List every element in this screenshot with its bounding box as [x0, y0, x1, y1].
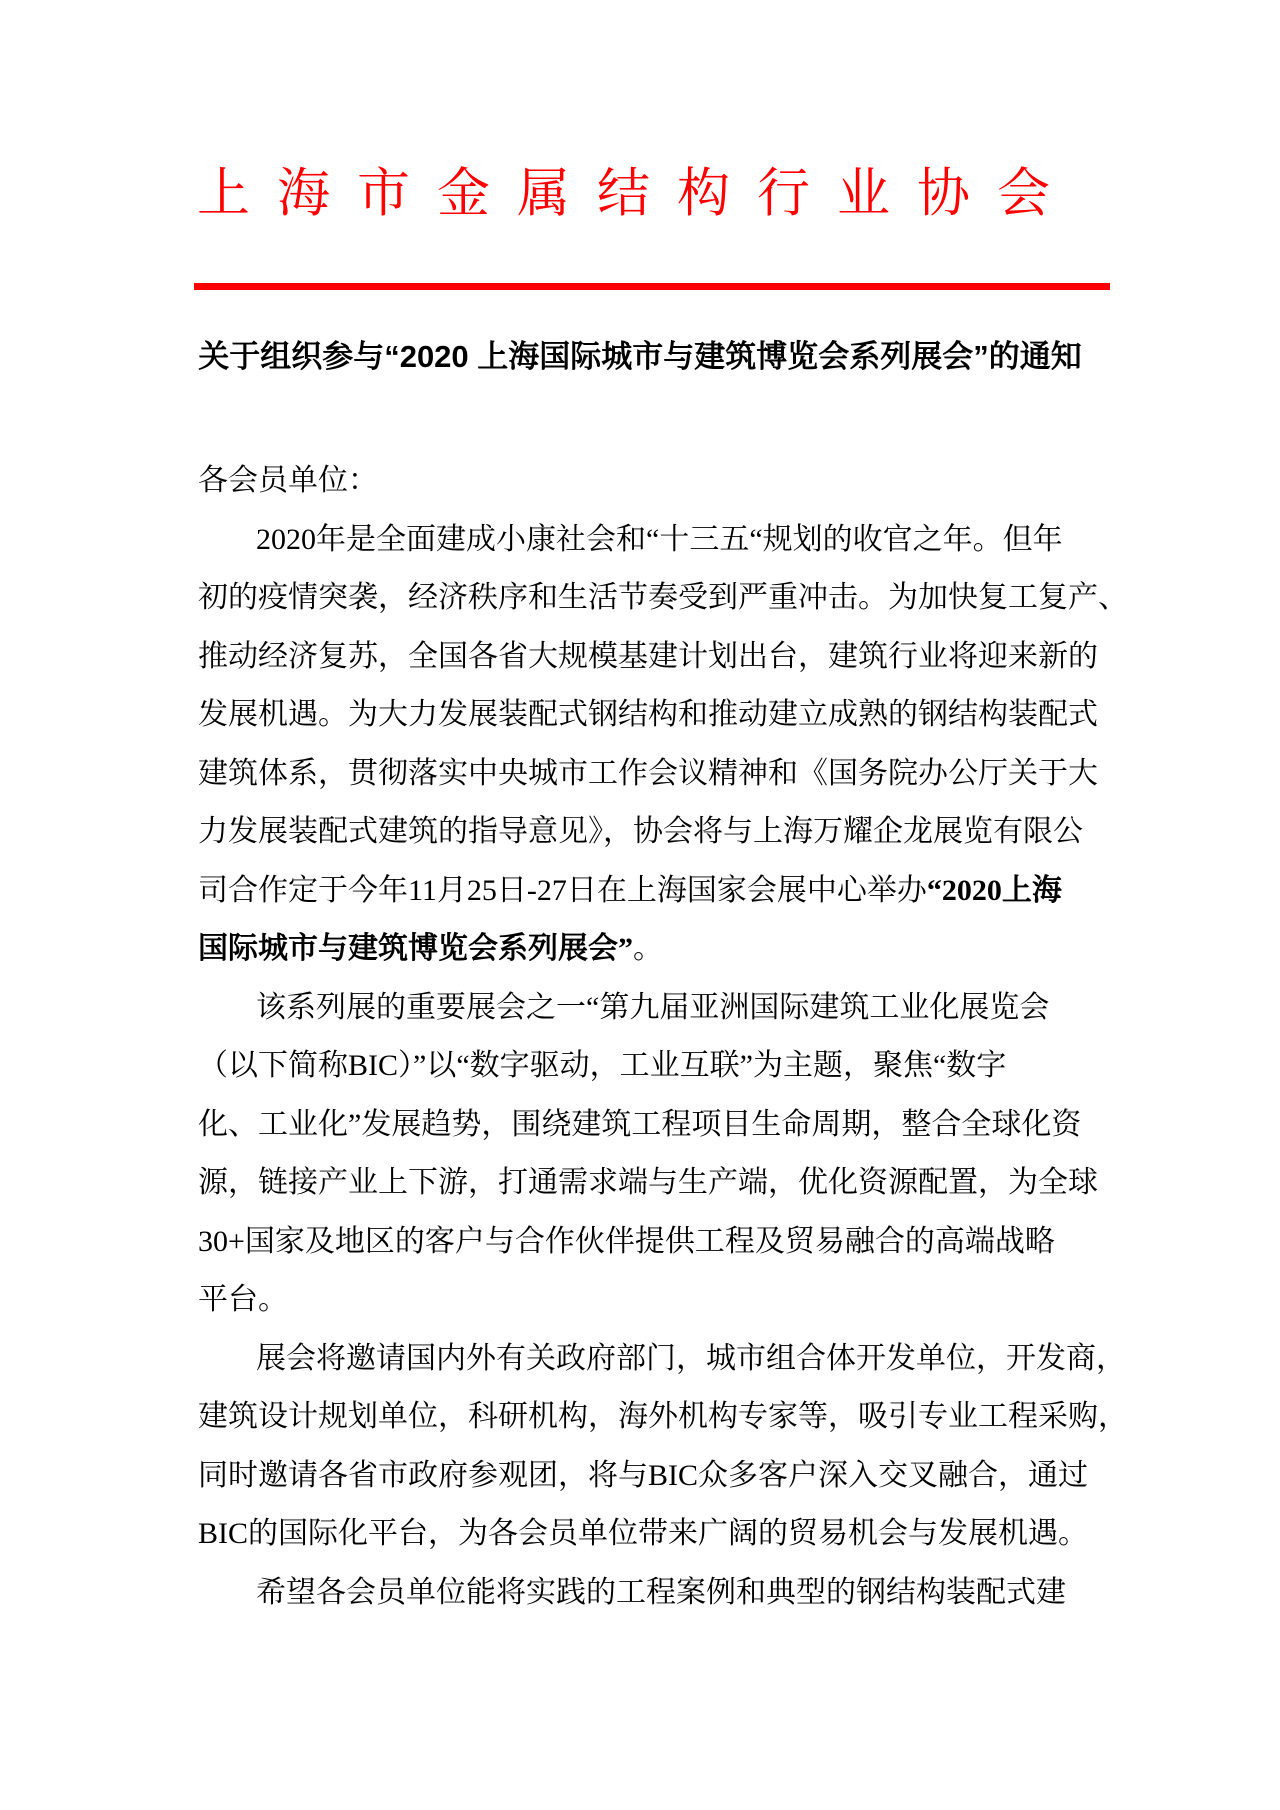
body-line: 力发展装配式建筑的指导意见》，协会将与上海万耀企龙展览有限公: [198, 815, 1083, 848]
body-line: 推动经济复苏，全国各省大规模基建计划出台，建筑行业将迎来新的: [198, 639, 1098, 673]
body-line: （以下简称BIC）”以“数字驱动，工业互联”为主题，聚焦“数字: [198, 1049, 1007, 1082]
salutation: 各会员单位：: [198, 464, 378, 497]
body-line: 平台。: [198, 1283, 288, 1316]
body-line: 建筑体系，贯彻落实中央城市工作会议精神和《国务院办公厅关于大: [198, 756, 1098, 790]
body-line: 建筑设计规划单位，科研机构，海外机构专家等，吸引专业工程采购，: [198, 1400, 1128, 1433]
body-line-bold-text: “2020上海: [926, 873, 1062, 907]
body-line: 该系列展的重要展会之一“第九届亚洲国际建筑工业化展览会: [256, 990, 1050, 1024]
body-line-bold-text: 国际城市与建筑博览会系列展会”: [198, 932, 633, 965]
body-line: [198, 862, 1113, 921]
body-line: 化、工业化”发展趋势，围绕建筑工程项目生命周期，整合全球化资: [198, 1107, 1082, 1141]
body-line-text: 司合作定于今年11月25日-27日在上海国家会展中心举办: [198, 873, 927, 907]
body-line-text: 。: [633, 932, 663, 965]
body-line: 初的疫情突袭，经济秩序和生活节奏受到严重冲击。为加快复工复产、: [198, 581, 1128, 614]
notice-body: [198, 452, 1128, 1622]
body-line: 2020年是全面建成小康社会和“十三五“规划的收官之年。但年: [256, 522, 1063, 556]
body-line: 展会将邀请国内外有关政府部门，城市组合体开发单位，开发商，: [256, 1341, 1126, 1375]
body-line: [198, 920, 1113, 979]
body-line: 希望各会员单位能将实践的工程案例和典型的钢结构装配式建: [256, 1575, 1066, 1609]
body-line: 发展机遇。为大力发展装配式钢结构和推动建立成熟的钢结构装配式: [198, 698, 1098, 731]
letterhead-divider-line: [194, 283, 1110, 290]
body-line: 30+国家及地区的客户与合作伙伴提供工程及贸易融合的高端战略: [198, 1224, 1055, 1258]
body-line: 源，链接产业上下游，打通需求端与生产端，优化资源配置，为全球: [198, 1166, 1098, 1199]
letterhead-org-name: 上海市金属结构行业协会: [197, 165, 1077, 223]
body-line: 同时邀请各省市政府参观团，将与BIC众多客户深入交叉融合，通过: [198, 1458, 1089, 1492]
body-line: BIC的国际化平台，为各会员单位带来广阔的贸易机会与发展机遇。: [198, 1517, 1089, 1550]
notice-title: 关于组织参与“2020 上海国际城市与建筑博览会系列展会”的通知: [198, 339, 1082, 374]
